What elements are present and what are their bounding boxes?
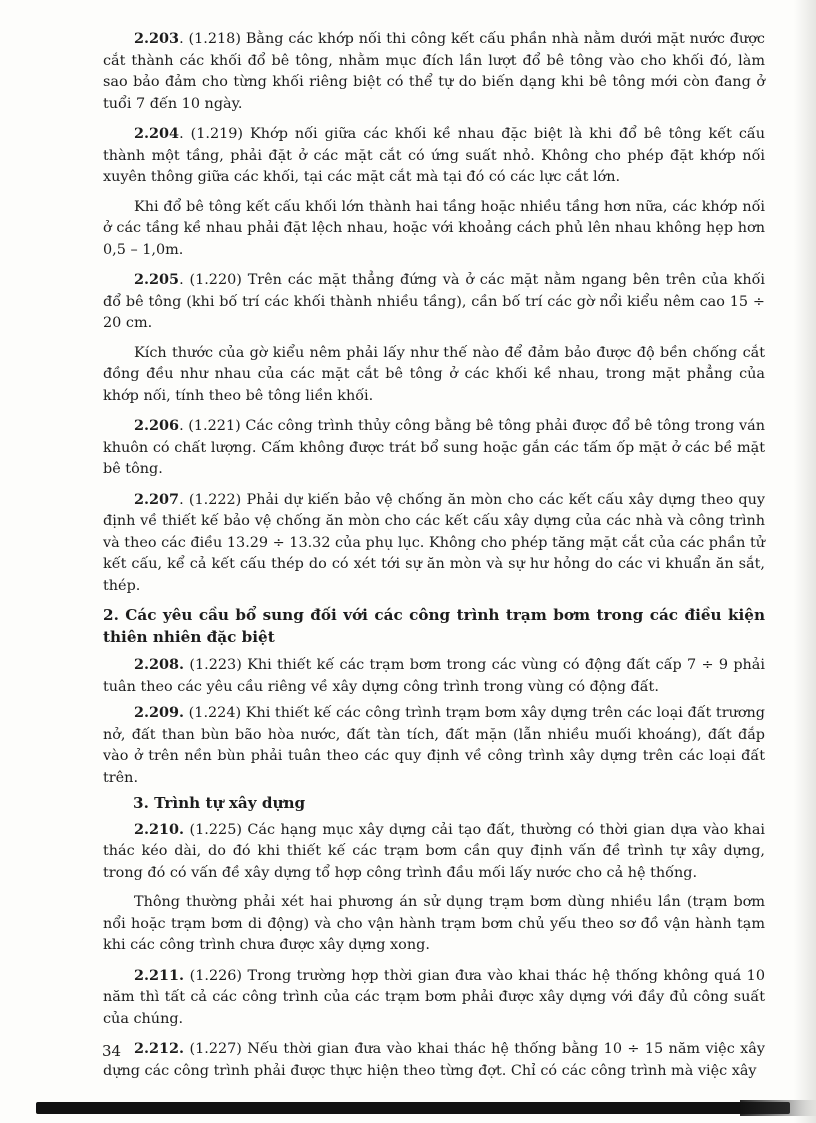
section-heading-3: 3. Trình tự xây dựng: [133, 794, 306, 812]
clause-text: . (1.218) Bằng các khớp nối thi công kết cấu phần nhà nằm dưới mặt nước được cắt thành các khối đổ bê tông, nhằm mục đích lần lượt đổ bê tông vào cho khối đó, làm sao bảo đảm cho từng khối riêng biệt có thể tự do biến dạng khi bê tông mới còn đang ở tuổi 7 đến 10 ngày.: [103, 31, 765, 112]
clause-text: (1.223) Khi thiết kế các trạm bơm trong các vùng có động đất cấp 7 ÷ 9 phải tuân theo các yêu cầu riêng về xây dựng công trình trong vùng có động đất.: [103, 657, 765, 695]
clause-text: (1.227) Nếu thời gian đưa vào khai thác hệ thống bằng 10 ÷ 15 năm việc xây dựng các công trình phải được thực hiện theo từng đợt. Chỉ có các công trình mà việc xây: [103, 1041, 765, 1079]
clause-number: 2.208.: [134, 656, 185, 673]
clause-text: (1.225) Các hạng mục xây dựng cải tạo đất, thường có thời gian dựa vào khai thác kéo dài, do đó khi thiết kế các trạm bơm cần quy định vấn đề trình tự xây dựng, trong đó có vấn đề xây dựng tổ hợp công trình đầu mối lấy nước cho cả hệ thống.: [103, 821, 765, 881]
document-body: [103, 28, 765, 1090]
clause-text: . (1.219) Khớp nối giữa các khối kề nhau đặc biệt là khi đổ bê tông kết cấu thành một tầng, phải đặt ở các mặt cắt có ứng suất nhỏ. Không cho phép đặt khớp nối xuyên thông giữa các khối, tại các mặt cắt mà tại đó có các lực cắt lớn.: [103, 126, 765, 185]
paragraph-2-204-cont: Khi đổ bê tông kết cấu khối lớn thành hai tầng hoặc nhiều tầng hơn nữa, các khớp nối ở các tầng kề nhau phải đặt lệch nhau, hoặc với khoảng cách phủ lên nhau không hẹp hơn 0,5 – 1,0m.: [103, 198, 765, 258]
clause-text: (1.224) Khi thiết kế các công trình trạm bơm xây dựng trên các loại đất trương nở, đất than bùn bão hòa nước, đất tàn tích, đất mặn (lẫn nhiều muối khoáng), đất đắp vào ở trên nền bùn phải tuân theo các quy định về công trình xây dựng trên các loại đất trên.: [103, 705, 765, 786]
clause-number: 2.209.: [134, 704, 185, 721]
paragraph-2-211: [103, 965, 765, 1031]
clause-number: 2.207: [134, 490, 180, 508]
clause-text: . (1.220) Trên các mặt thẳng đứng và ở các mặt nằm ngang bên trên của khối đổ bê tông (khi bố trí các khối thành nhiều tầng), cần bố trí các gờ nổi kiểu nêm cao 15 ÷ 20 cm.: [103, 272, 765, 331]
paragraph-2-209: [103, 702, 765, 789]
clause-number: 2.211.: [134, 966, 185, 984]
paragraph-2-205-cont: Kích thước của gờ kiểu nêm phải lấy như thế nào để đảm bảo được độ bền chống cắt đồng đều như nhau của các mặt cắt bê tông ở các khối kề nhau, trong mặt phẳng của khớp nối, tính theo bê tông liền khối.: [103, 344, 765, 404]
section-heading-2: 2. Các yêu cầu bổ sung đối với các công trình trạm bơm trong các điều kiện thiên nhiên đặc biệt: [103, 606, 765, 646]
paragraph-2-206: [103, 415, 765, 481]
page-number: 34: [102, 1042, 122, 1060]
paragraph-2-205: [103, 269, 765, 335]
clause-text: . (1.222) Phải dự kiến bảo vệ chống ăn mòn cho các kết cấu xây dựng theo quy định về thiết kế bảo vệ chống ăn mòn cho các kết cấu xây dựng của các nhà và công trình và theo các điều 13.29 ÷ 13.32 của phụ lục. Không cho phép tăng mặt cắt của các phần tử kết cấu, kể cả kết cấu thép do có xét tới sự ăn mòn và sự hư hỏng do các vi khuẩn ăn sắt, thép.: [103, 491, 765, 594]
paragraph-2-210: [103, 819, 765, 885]
scan-edge-bar: [36, 1102, 790, 1114]
clause-text: . (1.221) Các công trình thủy công bằng bê tông phải được đổ bê tông trong ván khuôn có chất lượng. Cấm không được trát bổ sung hoặc gắn các tấm ốp mặt ở các bề mặt bê tông.: [103, 418, 765, 477]
clause-number: 2.204: [134, 125, 180, 142]
clause-number: 2.203: [134, 30, 180, 47]
clause-number: 2.212.: [134, 1040, 185, 1057]
paragraph-2-212: [103, 1038, 765, 1082]
scan-right-shadow: [794, 0, 816, 1123]
paragraph-2-204: [103, 123, 765, 189]
clause-number: 2.210.: [134, 820, 185, 838]
paragraph-2-208: [103, 654, 765, 698]
paragraph-2-207: [103, 489, 765, 598]
paragraph-2-210-cont: Thông thường phải xét hai phương án sử dụng trạm bơm dùng nhiều lần (trạm bơm nổi hoặc trạm bơm di động) và cho vận hành trạm bơm chủ yếu theo sơ đồ vận hành tạm khi các công trình chưa được xây dựng xong.: [103, 894, 765, 953]
clause-number: 2.206: [134, 417, 180, 434]
clause-text: (1.226) Trong trường hợp thời gian đưa vào khai thác hệ thống không quá 10 năm thì tất cả các công trình của các trạm bơm phải được xây dựng với đầy đủ công suất của chúng.: [103, 967, 765, 1027]
paragraph-2-203: [103, 28, 765, 115]
clause-number: 2.205: [134, 271, 180, 288]
